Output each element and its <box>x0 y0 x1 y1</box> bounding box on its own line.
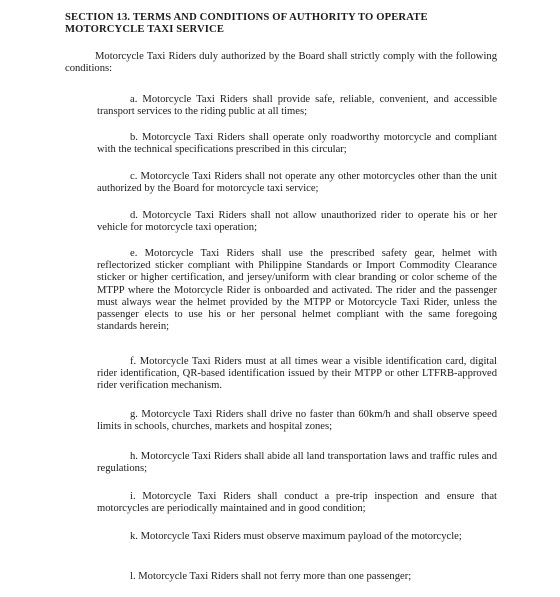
condition-f: f. Motorcycle Taxi Riders must at all times wear a visible identification card, digital rider identification, QR-based identification issued by their MTPP or other LTFRB-approved rider verification mechanism. <box>97 356 497 392</box>
condition-i: i. Motorcycle Taxi Riders shall conduct a pre-trip inspection and ensure that motorcycles are periodically maintained and in good condition; <box>97 491 497 515</box>
section-heading: SECTION 13. TERMS AND CONDITIONS OF AUTHORITY TO OPERATE MOTORCYCLE TAXI SERVICE <box>65 12 428 36</box>
condition-h: h. Motorcycle Taxi Riders shall abide all land transportation laws and traffic rules and regulations; <box>97 451 497 475</box>
condition-e: e. Motorcycle Taxi Riders shall use the prescribed safety gear, helmet with reflectorized sticker compliant with Philippine Standards or Import Commodity Clearance sticker or higher certification, and jersey/uniform with clear branding or color scheme of the MTPP where the Motorcycle Rider is onboarded and activated. The rider and the passenger must always wear the helmet provided by the MTPP or Motorcycle Taxi Rider, unless the passenger elects to use his or her personal helmet compliant with the same foregoing standards herein; <box>97 248 497 333</box>
condition-l: l. Motorcycle Taxi Riders shall not ferry more than one passenger; <box>130 571 412 582</box>
condition-k: k. Motorcycle Taxi Riders must observe maximum payload of the motorcycle; <box>130 531 462 542</box>
condition-d: d. Motorcycle Taxi Riders shall not allow unauthorized rider to operate his or her vehicle for motorcycle taxi operation; <box>97 210 497 234</box>
condition-c: c. Motorcycle Taxi Riders shall not operate any other motorcycles other than the unit authorized by the Board for motorcycle taxi service; <box>97 171 497 195</box>
condition-g: g. Motorcycle Taxi Riders shall drive no faster than 60km/h and shall observe speed limits in schools, churches, markets and hospital zones; <box>97 409 497 433</box>
intro-paragraph: Motorcycle Taxi Riders duly authorized by the Board shall strictly comply with the following conditions: <box>65 51 497 75</box>
condition-b: b. Motorcycle Taxi Riders shall operate only roadworthy motorcycle and compliant with the technical specifications prescribed in this circular; <box>97 132 497 156</box>
condition-a: a. Motorcycle Taxi Riders shall provide safe, reliable, convenient, and accessible transport services to the riding public at all times; <box>97 94 497 118</box>
